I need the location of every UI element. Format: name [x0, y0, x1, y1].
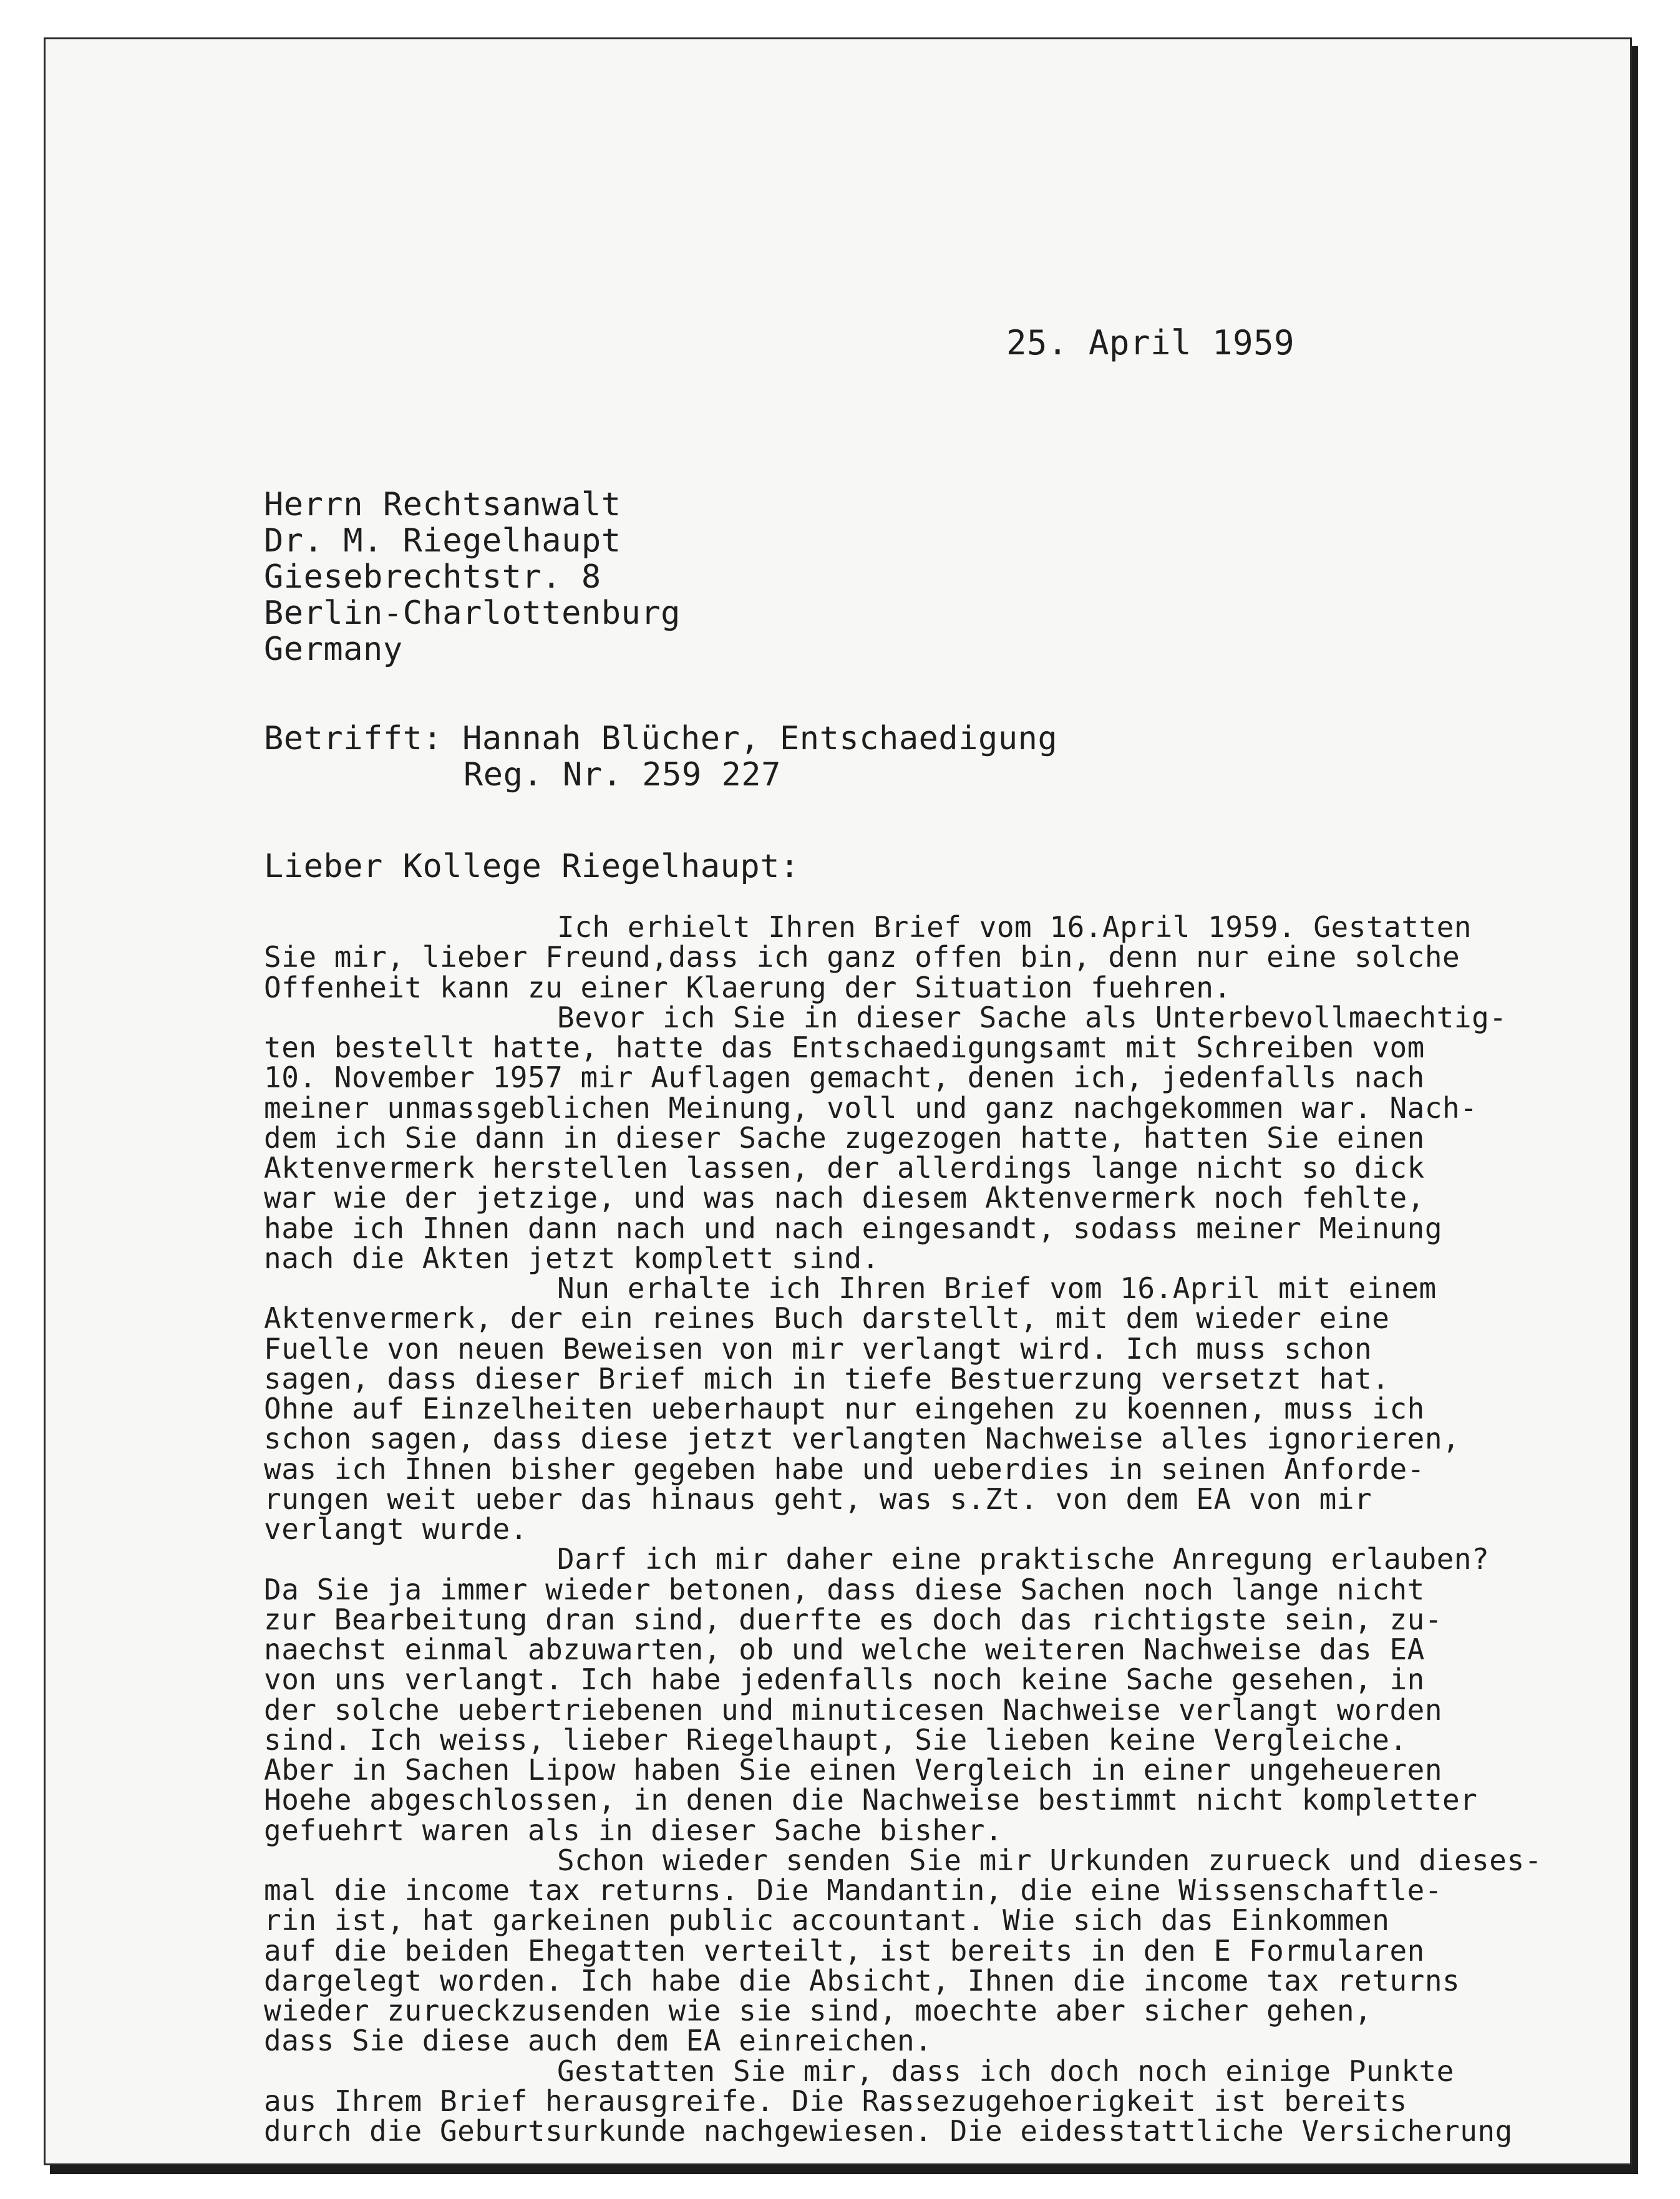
body-line: Aber in Sachen Lipow haben Sie einen Vergleich in einer ungeheueren	[264, 1753, 1443, 1787]
body-line: Aktenvermerk, der ein reines Buch darstellt, mit dem wieder eine	[264, 1301, 1390, 1335]
body-line: durch die Geburtsurkunde nachgewiesen. Die eidesstattliche Versicherung	[264, 2114, 1513, 2148]
address-line-4: Berlin-Charlottenburg	[264, 595, 681, 632]
body-line: der solche uebertriebenen und minuticesen Nachweise verlangt worden	[264, 1693, 1443, 1727]
body-line: zur Bearbeitung dran sind, duerfte es doch das richtigste sein, zu-	[264, 1603, 1443, 1636]
typed-letter	[46, 39, 1630, 2163]
body-line: schon sagen, dass diese jetzt verlangten Nachweise alles ignorieren,	[264, 1422, 1460, 1455]
body-line: Schon wieder senden Sie mir Urkunden zurueck und dieses-	[557, 1843, 1542, 1877]
body-line: was ich Ihnen bisher gegeben habe und ueberdies in seinen Anforde-	[264, 1452, 1425, 1486]
body-line: rungen weit ueber das hinaus geht, was s.Zt. von dem EA von mir	[264, 1482, 1372, 1516]
address-line-3: Giesebrechtstr. 8	[264, 558, 601, 596]
body-line: Da Sie ja immer wieder betonen, dass diese Sachen noch lange nicht	[264, 1573, 1425, 1606]
body-line: Darf ich mir daher eine praktische Anregung erlauben?	[557, 1542, 1490, 1576]
letter-sheet	[44, 37, 1632, 2165]
body-line: von uns verlangt. Ich habe jedenfalls noch keine Sache gesehen, in	[264, 1663, 1425, 1696]
address-line-2: Dr. M. Riegelhaupt	[264, 522, 621, 560]
body-line: dem ich Sie dann in dieser Sache zugezogen hatte, hatten Sie einen	[264, 1121, 1425, 1155]
body-line: meiner unmassgeblichen Meinung, voll und ganz nachgekommen war. Nach-	[264, 1091, 1478, 1125]
body-line: ten bestellt hatte, hatte das Entschaedigungsamt mit Schreiben vom	[264, 1031, 1425, 1064]
subject-line-2: Reg. Nr. 259 227	[464, 756, 781, 794]
body-line: dass Sie diese auch dem EA einreichen.	[264, 2024, 933, 2057]
address-line-1: Herrn Rechtsanwalt	[264, 486, 621, 523]
body-line: auf die beiden Ehegatten verteilt, ist bereits in den E Formularen	[264, 1934, 1425, 1968]
body-line: Ohne auf Einzelheiten ueberhaupt nur eingehen zu koennen, muss ich	[264, 1392, 1425, 1425]
body-line: sind. Ich weiss, lieber Riegelhaupt, Sie lieben keine Vergleiche.	[264, 1723, 1407, 1757]
body-line: sagen, dass dieser Brief mich in tiefe Bestuerzung versetzt hat.	[264, 1362, 1390, 1396]
body-line: naechst einmal abzuwarten, ob und welche weiteren Nachweise das EA	[264, 1633, 1425, 1666]
salutation: Lieber Kollege Riegelhaupt:	[264, 848, 800, 885]
body-line: Sie mir, lieber Freund,dass ich ganz offen bin, denn nur eine solche	[264, 940, 1460, 974]
body-line: Aktenvermerk herstellen lassen, der allerdings lange nicht so dick	[264, 1151, 1425, 1185]
body-line: wieder zurueckzusenden wie sie sind, moechte aber sicher gehen,	[264, 1994, 1372, 2027]
body-line: gefuehrt waren als in dieser Sache bisher.	[264, 1813, 1003, 1847]
body-line: Gestatten Sie mir, dass ich doch noch einige Punkte	[557, 2054, 1454, 2088]
body-line: Offenheit kann zu einer Klaerung der Situation fuehren.	[264, 971, 1231, 1004]
body-line: aus Ihrem Brief herausgreife. Die Rassezugehoerigkeit ist bereits	[264, 2084, 1407, 2118]
body-line: Ich erhielt Ihren Brief vom 16.April 1959. Gestatten	[557, 910, 1472, 944]
address-line-5: Germany	[264, 631, 403, 668]
body-line: Hoehe abgeschlossen, in denen die Nachweise bestimmt nicht kompletter	[264, 1783, 1478, 1817]
body-line: 10. November 1957 mir Auflagen gemacht, denen ich, jedenfalls nach	[264, 1061, 1425, 1094]
body-line: nach die Akten jetzt komplett sind.	[264, 1241, 880, 1275]
subject-line-1: Betrifft: Hannah Blücher, Entschaedigung	[264, 720, 1058, 757]
body-line: Bevor ich Sie in dieser Sache als Unterbevollmaechtig-	[557, 1001, 1507, 1034]
body-line: habe ich Ihnen dann nach und nach eingesandt, sodass meiner Meinung	[264, 1211, 1443, 1245]
body-line: verlangt wurde.	[264, 1512, 528, 1546]
body-line: dargelegt worden. Ich habe die Absicht, Ihnen die income tax returns	[264, 1964, 1460, 1998]
body-line: war wie der jetzige, und was nach diesem Aktenvermerk noch fehlte,	[264, 1181, 1425, 1215]
body-line: Fuelle von neuen Beweisen von mir verlangt wird. Ich muss schon	[264, 1332, 1372, 1366]
body-line: Nun erhalte ich Ihren Brief vom 16.April mit einem	[557, 1271, 1437, 1305]
body-line: mal die income tax returns. Die Mandantin, die eine Wissenschaftle-	[264, 1873, 1443, 1907]
letter-date: 25. April 1959	[1006, 323, 1295, 362]
body-line: rin ist, hat garkeinen public accountant. Wie sich das Einkommen	[264, 1903, 1390, 1937]
